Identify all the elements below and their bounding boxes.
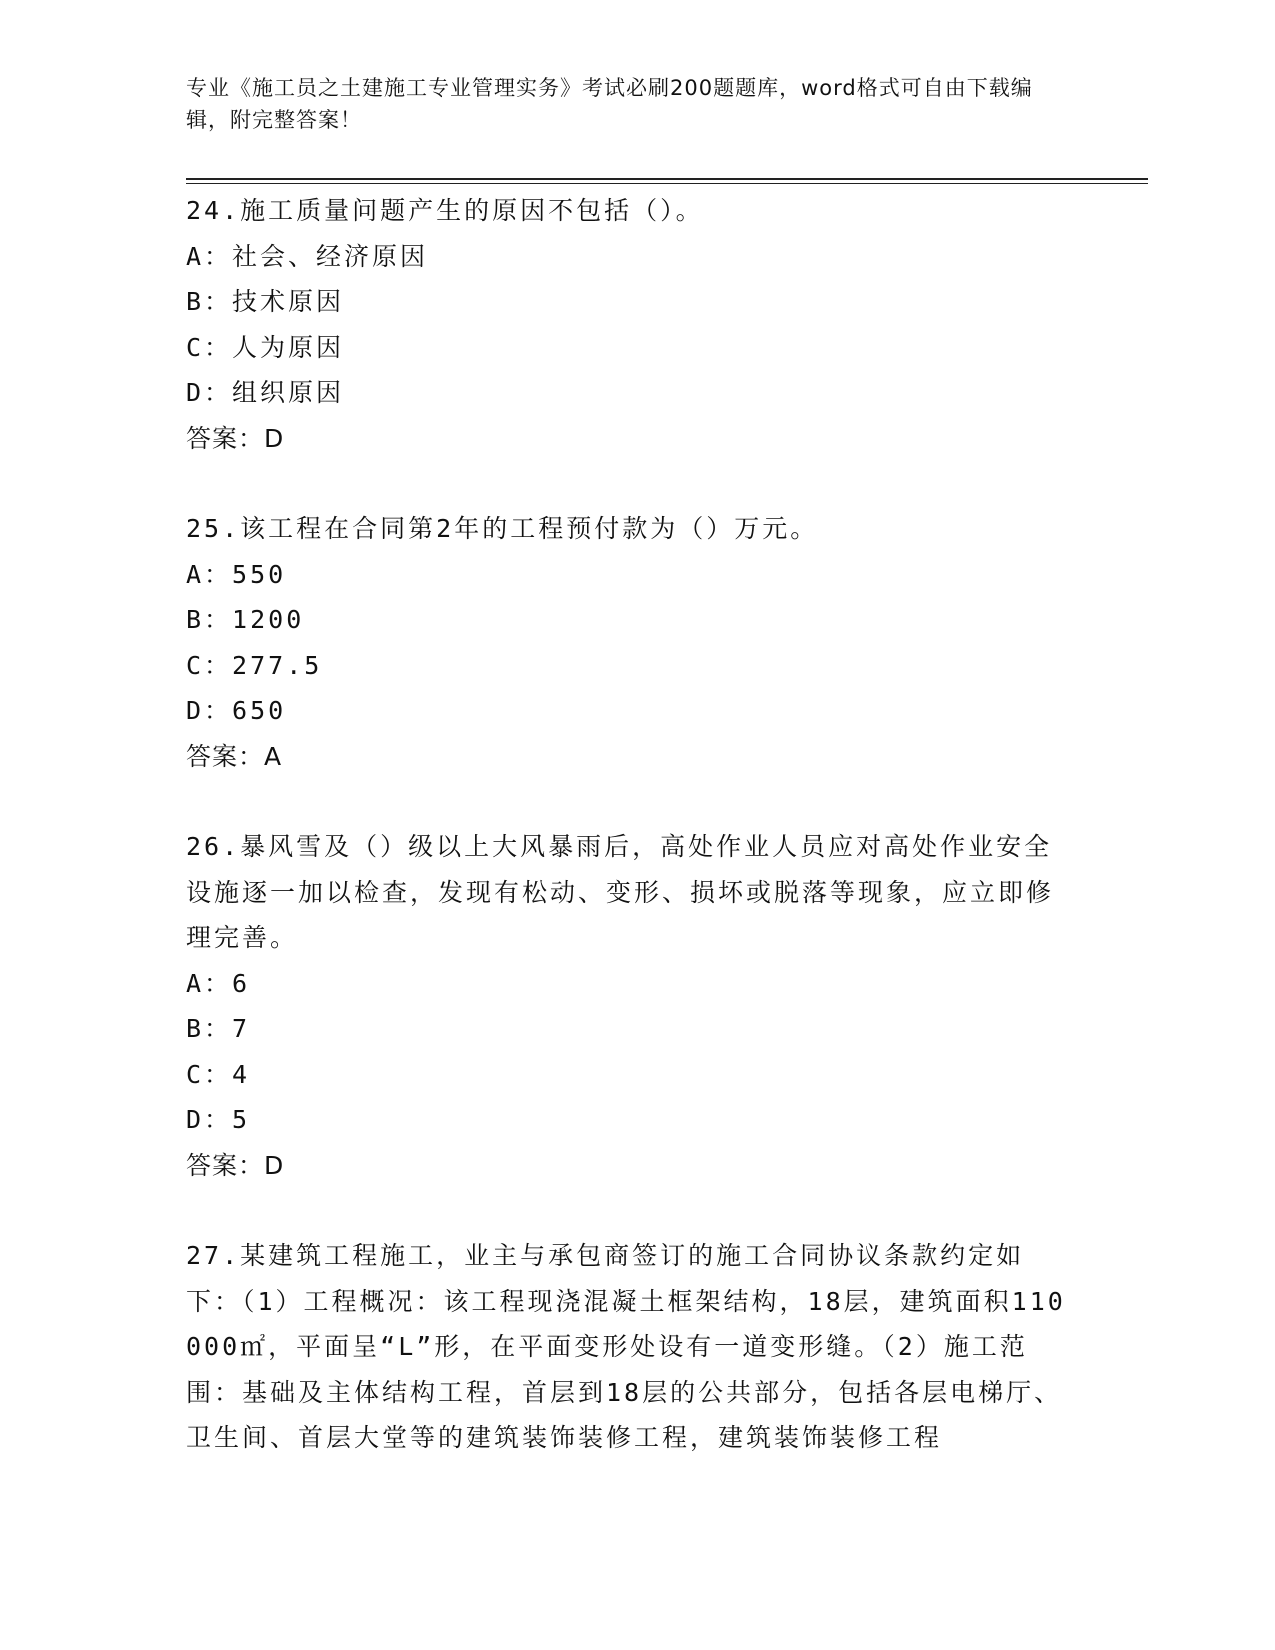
question-text: 25.该工程在合同第2年的工程预付款为（）万元。 [186,514,819,543]
option-b: B：1200 [186,605,305,634]
option-c: C：人为原因 [186,332,345,362]
answer: 答案：D [186,423,285,453]
option-c: C：277.5 [186,650,323,680]
question-list [186,188,1076,1506]
option-b: B：7 [186,1014,251,1043]
answer: 答案：D [186,1150,285,1180]
question-text: 24.施工质量问题产生的原因不包括（）。 [186,196,704,225]
header-divider-thin [186,183,1148,184]
option-c: C：4 [186,1059,251,1089]
question-27 [186,1233,1076,1461]
question-text: 26.暴风雪及（）级以上大风暴雨后，高处作业人员应对高处作业安全设施逐一加以检查，发现有松动、变形、损坏或脱落等现象，应立即修理完善。 [186,832,1055,952]
answer: 答案：A [186,741,283,771]
question-24 [186,188,1076,461]
option-a: A：6 [186,968,251,998]
option-d: D：5 [186,1105,251,1134]
question-25 [186,506,1076,779]
question-text: 27.某建筑工程施工，业主与承包商签订的施工合同协议条款约定如下：（1）工程概况：该工程现浇混凝土框架结构，18层，建筑面积110000㎡，平面呈“L”形，在平面变形处设有一道变形缝。（2）施工范围：基础及主体结构工程，首层到18层的公共部分，包括各层电梯厅、卫生间、首层大堂等的建筑装饰装修工程，建筑装饰装修工程 [186,1241,1066,1452]
option-a: A：社会、经济原因 [186,241,429,271]
question-26 [186,824,1076,1188]
option-d: D：组织原因 [186,378,345,407]
option-a: A：550 [186,559,287,589]
option-d: D：650 [186,696,287,725]
header-divider-thick [186,178,1148,180]
document-header: 专业《施工员之土建施工专业管理实务》考试必刷200题题库，word格式可自由下载编辑，附完整答案！ [186,76,1033,132]
option-b: B：技术原因 [186,287,345,316]
